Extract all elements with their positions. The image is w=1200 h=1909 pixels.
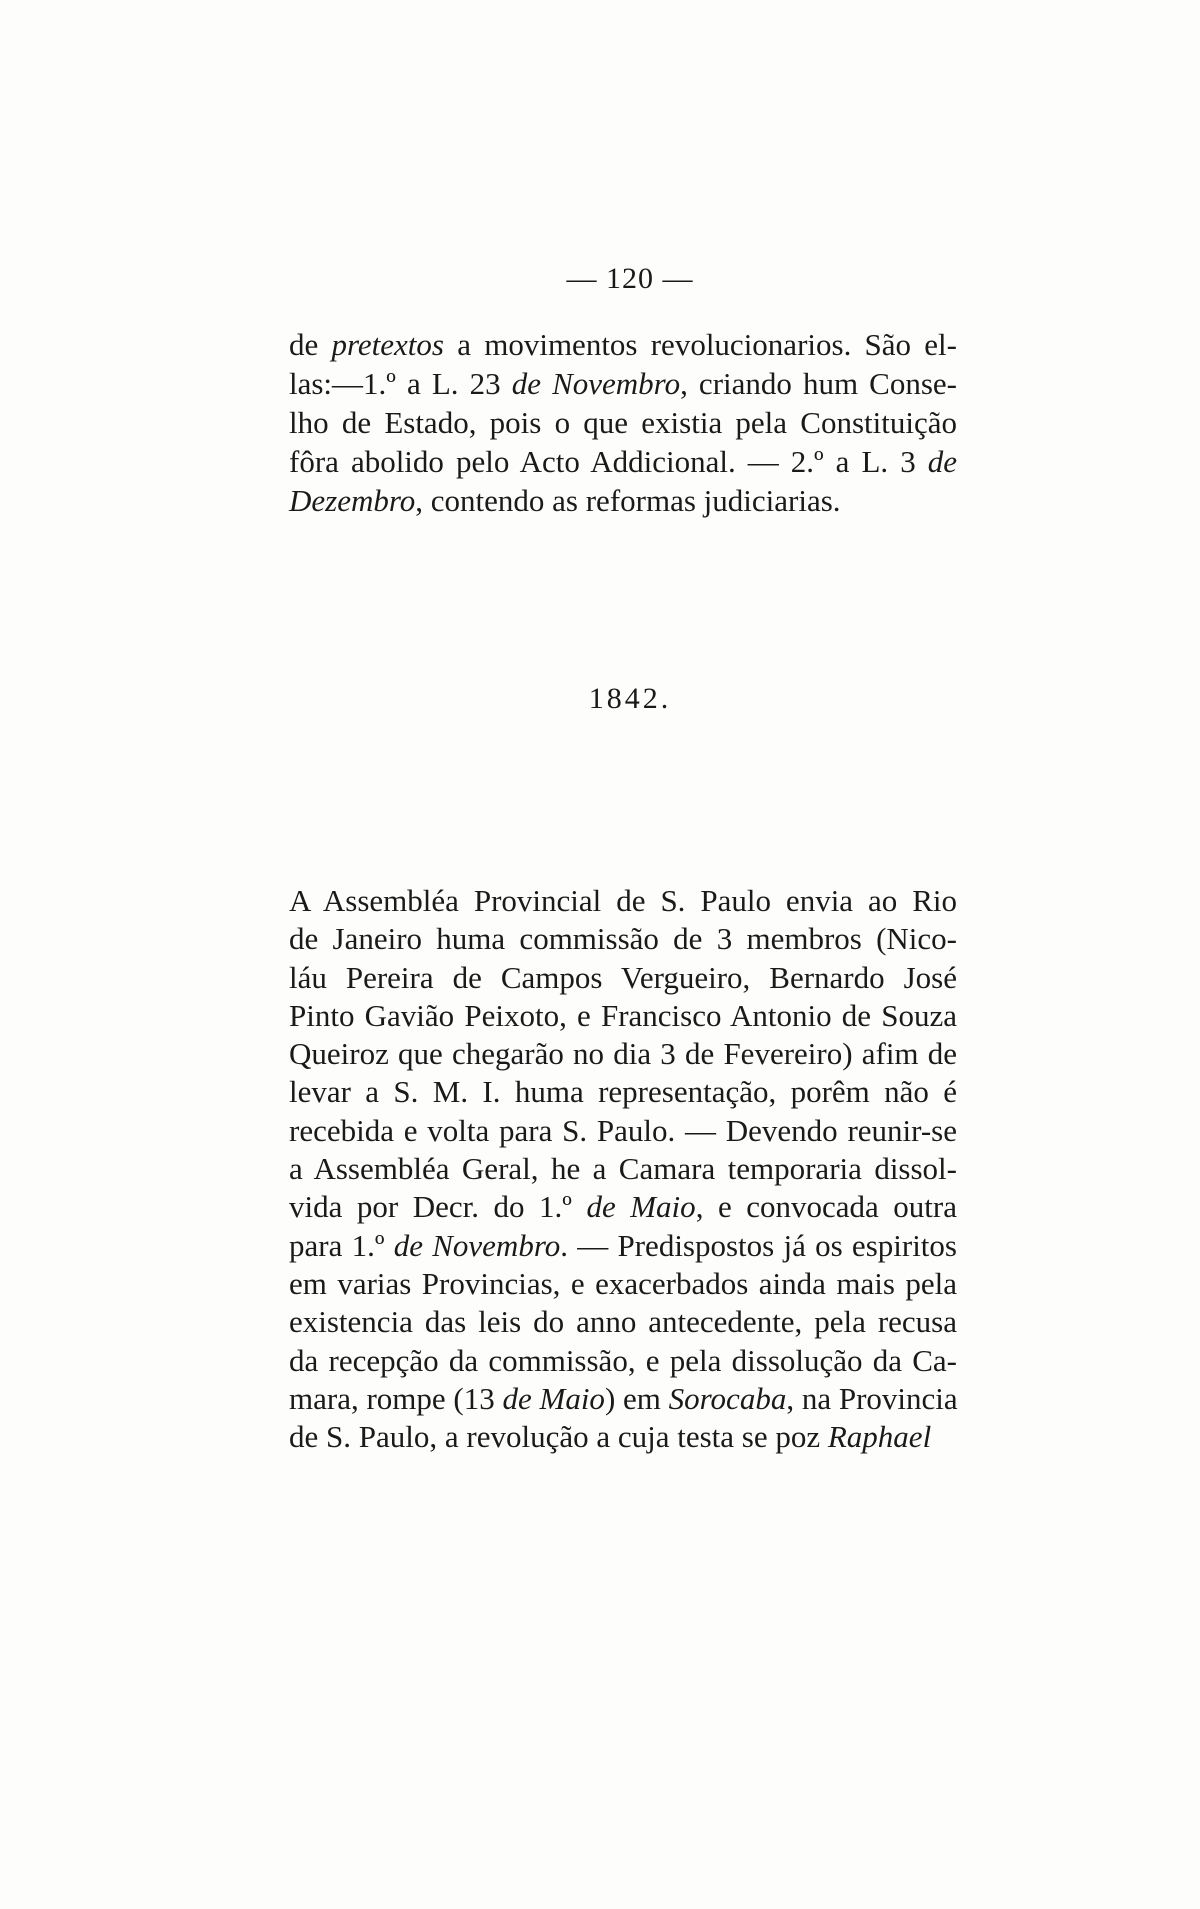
paragraph-1 <box>289 325 957 520</box>
text-line: fôra abolido pelo Acto Addicional. — 2.º a L. 3 de <box>289 444 957 479</box>
text-line: lho de Estado, pois o que existia pela Constituição <box>289 405 957 440</box>
text-line: láu Pereira de Campos Vergueiro, Bernardo José <box>289 959 957 995</box>
text-line: da recepção da commissão, e pela dissolução da Ca- <box>289 1342 957 1378</box>
text-line: Queiroz que chegarão no dia 3 de Fevereiro) afim de <box>289 1036 957 1072</box>
text-line: Pinto Gavião Peixoto, e Francisco Antonio de Souza <box>289 997 957 1033</box>
text-line: levar a S. M. I. huma representação, porêm não é <box>289 1074 957 1110</box>
italic-text: de Maio <box>502 1380 605 1416</box>
paragraph-2 <box>289 882 957 1456</box>
text-line: A Assembléa Provincial de S. Paulo envia ao Rio <box>289 883 957 918</box>
italic-text: de Novembro <box>511 366 681 401</box>
italic-text: Raphael <box>827 1419 932 1455</box>
text-line: de Janeiro huma commissão de 3 membros (Nico- <box>289 921 957 957</box>
text-line: para 1.º de Novembro. — Predispostos já os espiritos <box>289 1227 957 1263</box>
text-line: vida por Decr. do 1.º de Maio, e convocada outra <box>289 1189 958 1225</box>
text-line: las:—1.º a L. 23 de Novembro, criando hum Conse- <box>289 366 958 401</box>
italic-text: de Maio <box>586 1189 696 1225</box>
italic-text: de Novembro <box>393 1227 561 1263</box>
text-line: mara, rompe (13 de Maio) em Sorocaba, na Provincia <box>289 1380 958 1416</box>
text-line: Dezembro, contendo as reformas judiciarias. <box>289 483 841 518</box>
italic-text: Sorocaba <box>668 1380 787 1416</box>
text-line: de S. Paulo, a revolução a cuja testa se poz Raphael <box>289 1419 932 1455</box>
text-line: de pretextos a movimentos revolucionarios. São el- <box>289 327 957 362</box>
year-heading: 1842. <box>588 682 672 715</box>
text-line: recebida e volta para S. Paulo. — Devendo reunir-se <box>289 1112 957 1148</box>
text-line: em varias Provincias, e exacerbados ainda mais pela <box>289 1265 957 1301</box>
italic-text: Dezembro <box>289 483 416 518</box>
italic-text: de <box>927 444 957 479</box>
text-line: a Assembléa Geral, he a Camara temporaria dissol- <box>289 1151 957 1187</box>
italic-text: pretextos <box>331 327 444 362</box>
page-number: — 120 — <box>566 262 694 295</box>
text-line: existencia das leis do anno antecedente, pela recusa <box>289 1304 957 1340</box>
